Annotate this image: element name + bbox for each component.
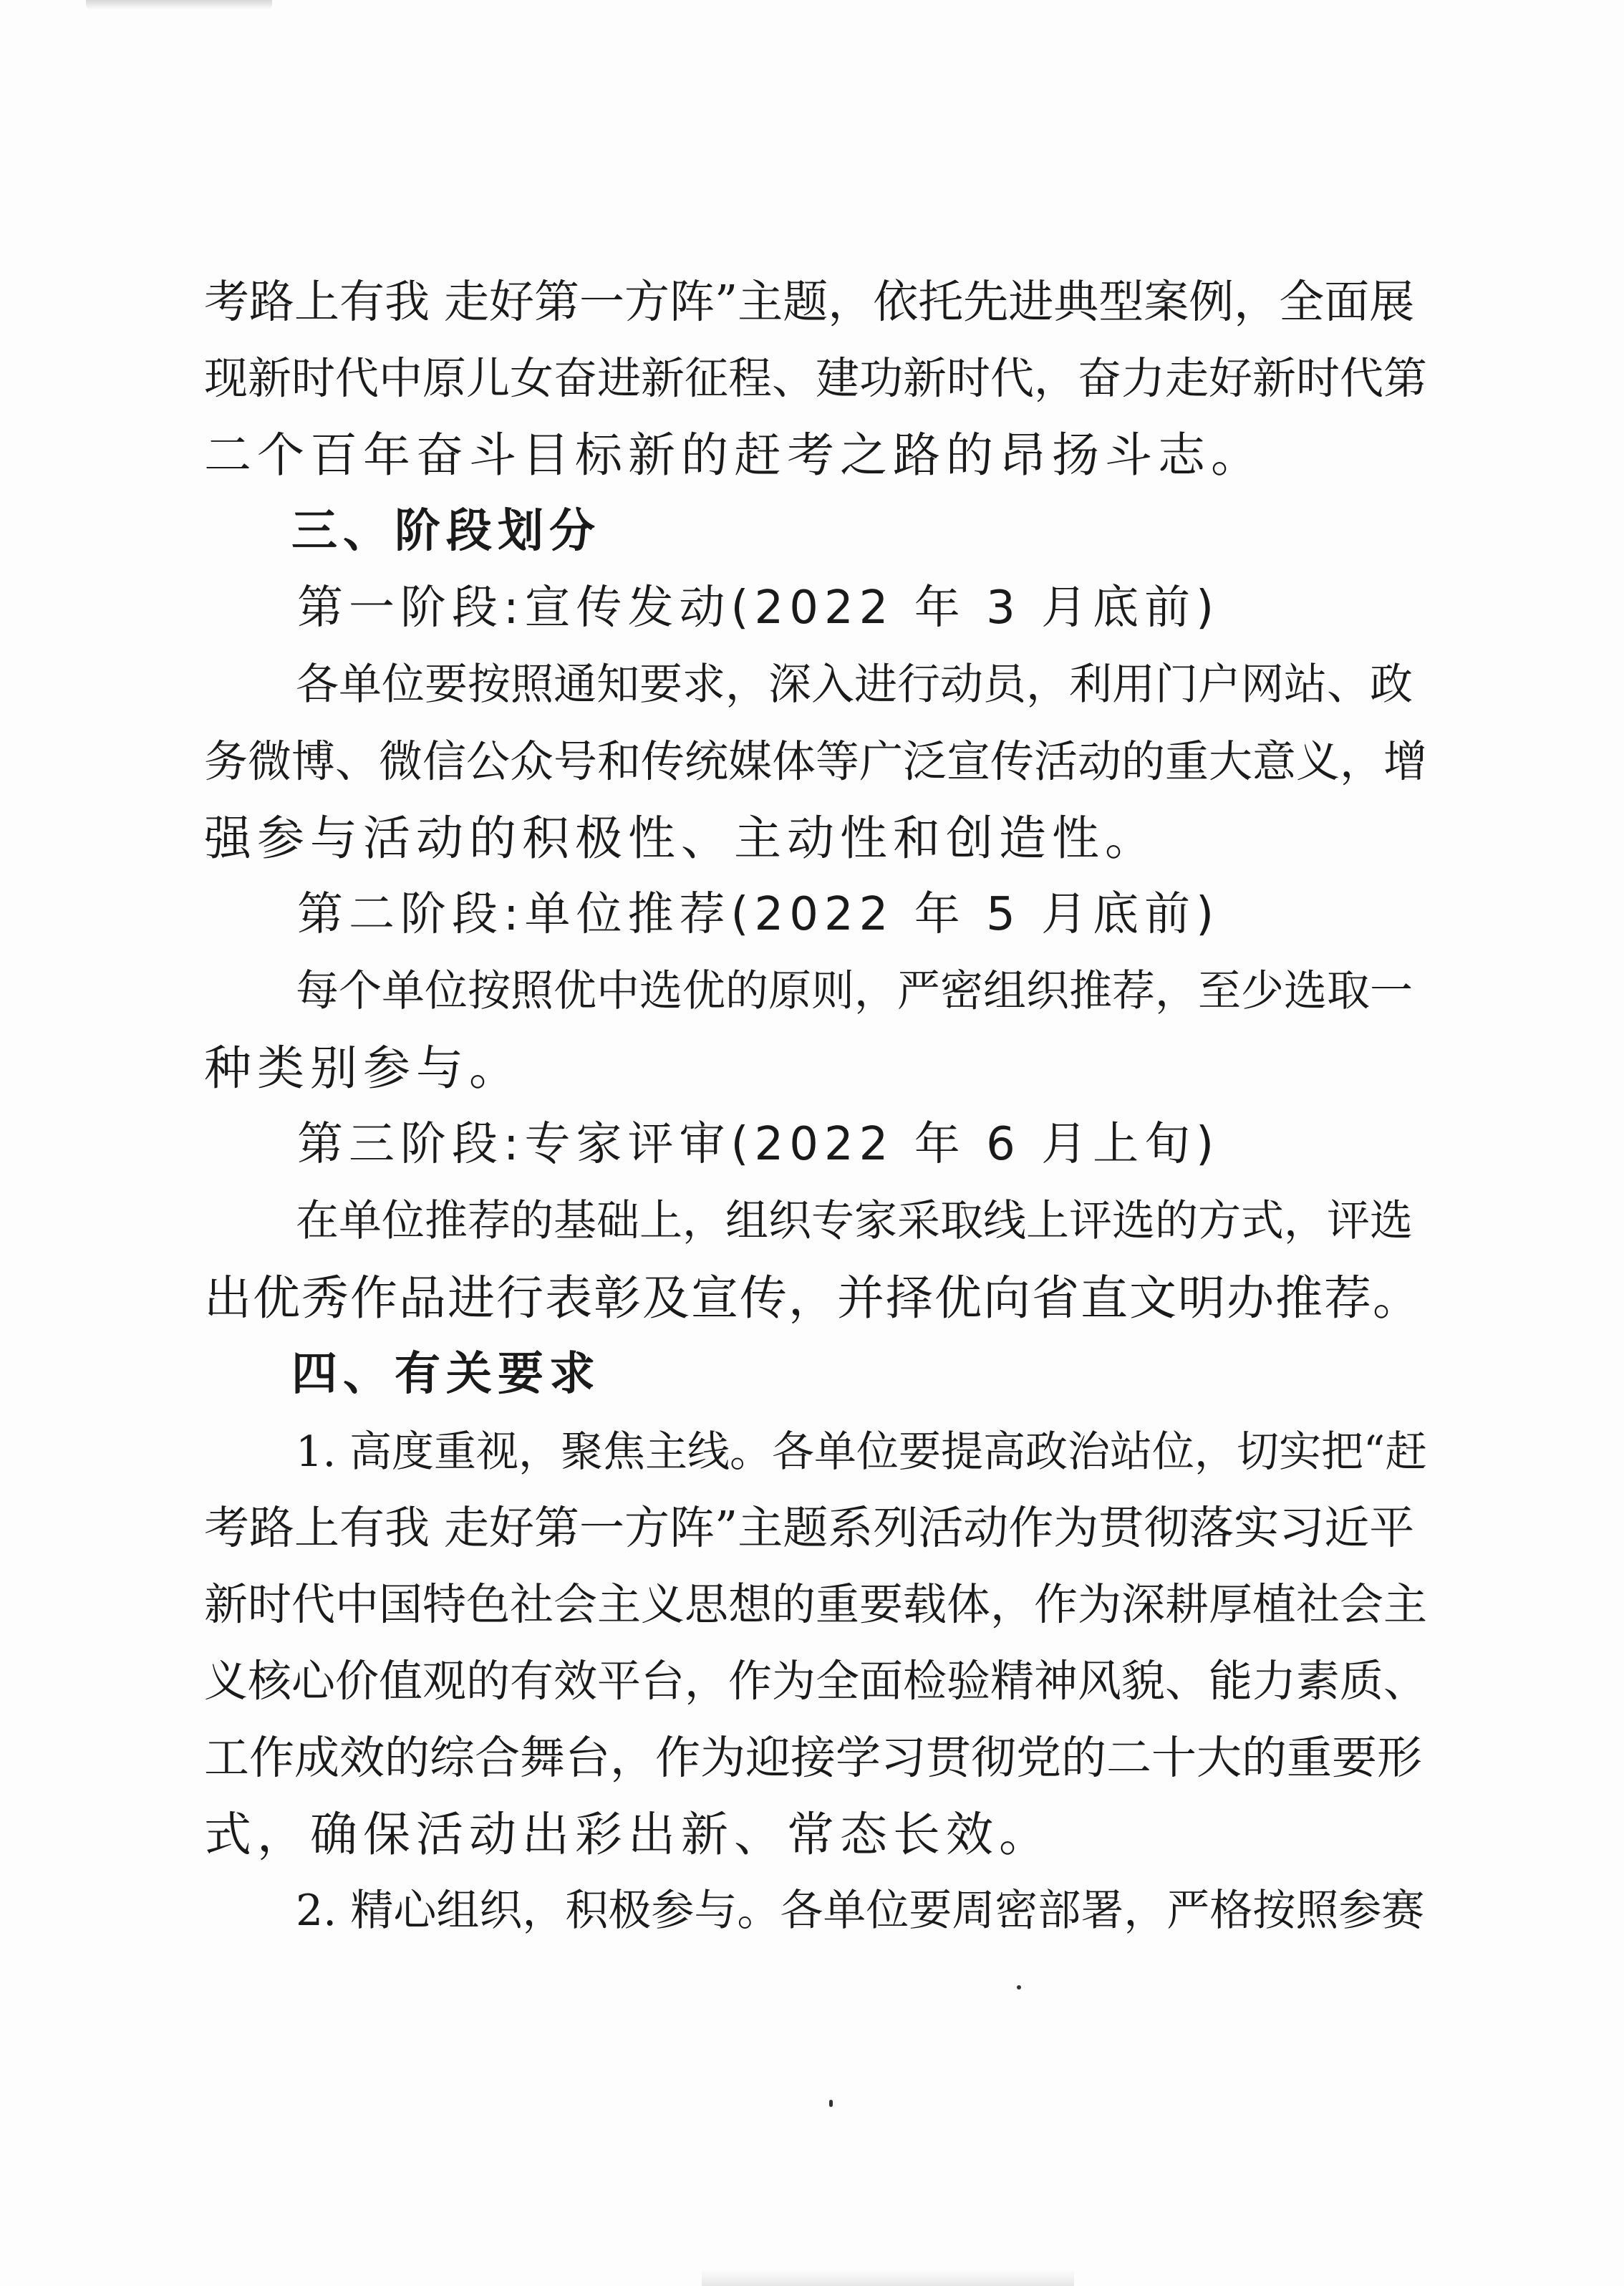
body-line: 新时代中国特色社会主义思想的重要载体，作为深耕厚植社会主 xyxy=(204,1579,1428,1630)
document-body xyxy=(204,264,1429,1949)
body-line: 现新时代中原儿女奋进新征程、建功新时代，奋力走好新时代第 xyxy=(204,353,1428,404)
body-line: 考路上有我 走好第一方阵”主题系列活动作为贯彻落实习近平 xyxy=(204,1502,1415,1554)
stage-three-title: 第三阶段:专家评审(2022 年 6 月上旬) xyxy=(297,1118,1220,1171)
scan-shadow-bottom xyxy=(702,2270,1074,2286)
body-line: 出优秀作品进行表彰及宣传，并择优向省直文明办推荐。 xyxy=(204,1270,1421,1326)
body-line: 工作成效的综合舞台，作为迎接学习贯彻党的二十大的重要形 xyxy=(204,1732,1422,1784)
body-line: 种类别参与。 xyxy=(204,1041,522,1096)
paragraph-first-line: 2. 精心组织，积极参与。各单位要周密部署，严格按照参赛 xyxy=(296,1886,1425,1936)
paragraph-first-line: 每个单位按照优中选优的原则，严密组织推荐，至少选取一 xyxy=(296,966,1413,1016)
paragraph-first-line: 各单位要按照通知要求，深入进行动员，利用门户网站、政 xyxy=(296,660,1413,710)
scan-speck xyxy=(1017,1985,1021,1990)
body-line: 考路上有我 走好第一方阵”主题，依托先进典型案例，全面展 xyxy=(204,276,1415,328)
body-line: 二个百年奋斗目标新的赶考之路的昂扬斗志。 xyxy=(204,428,1264,483)
paragraph-first-line: 1. 高度重视，聚焦主线。各单位要提高政治站位，切实把“赶 xyxy=(296,1427,1428,1476)
section-heading-requirements: 四、有关要求 xyxy=(291,1348,601,1401)
body-line: 强参与活动的积极性、主动性和创造性。 xyxy=(204,811,1158,866)
scan-shadow-top xyxy=(86,0,272,10)
scan-speck xyxy=(829,2100,833,2107)
body-line: 式，确保活动出彩出新、常态长效。 xyxy=(204,1807,1052,1862)
body-line: 务微博、微信公众号和传统媒体等广泛宣传活动的重大意义，增 xyxy=(204,736,1428,787)
body-line: 义核心价值观的有效平台，作为全面检验精神风貌、能力素质、 xyxy=(204,1656,1428,1707)
stage-two-title: 第二阶段:单位推荐(2022 年 5 月底前) xyxy=(297,888,1220,941)
stage-one-title: 第一阶段:宣传发动(2022 年 3 月底前) xyxy=(297,582,1220,635)
section-heading-stages: 三、阶段划分 xyxy=(291,505,601,558)
paragraph-first-line: 在单位推荐的基础上，组织专家采取线上评选的方式，评选 xyxy=(296,1196,1413,1246)
